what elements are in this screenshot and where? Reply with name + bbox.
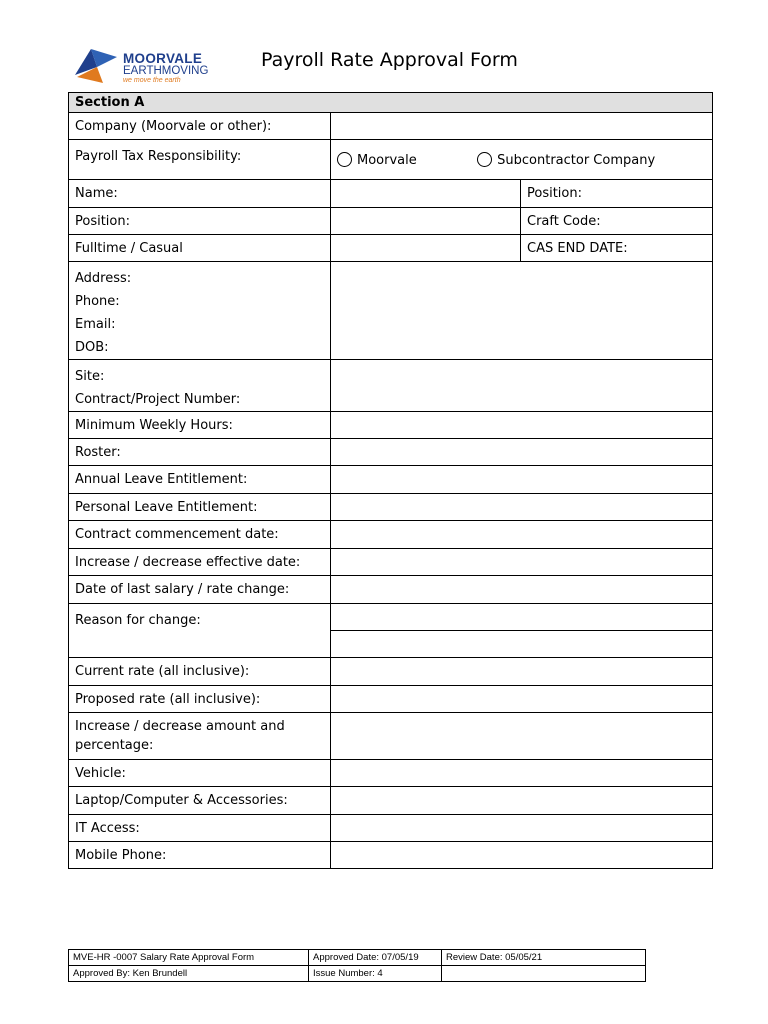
- payroll-tax-row: [69, 140, 713, 180]
- company-label: Company (Moorvale or other):: [69, 113, 331, 140]
- commencement-row: [69, 521, 713, 549]
- document-footer: [68, 949, 646, 982]
- radio-label-moorvale: Moorvale: [357, 152, 417, 168]
- current-rate-row: [69, 658, 713, 686]
- laptop-field[interactable]: [331, 787, 713, 815]
- payroll-tax-label: Payroll Tax Responsibility:: [69, 140, 331, 180]
- last-change-field[interactable]: [331, 576, 713, 604]
- effective-date-row: [69, 549, 713, 576]
- section-title: Section A: [69, 93, 713, 113]
- roster-field[interactable]: [331, 439, 713, 466]
- logo-brand-line2: EARTHMOVING: [123, 65, 209, 77]
- footer-approved-date: Approved Date: 07/05/19: [309, 950, 442, 966]
- commencement-label: Contract commencement date:: [69, 521, 331, 549]
- company-logo: [73, 45, 223, 89]
- radio-circle-icon[interactable]: [337, 152, 352, 167]
- vehicle-label: Vehicle:: [69, 760, 331, 787]
- site-labels: [69, 360, 331, 412]
- amount-labels: [69, 713, 331, 760]
- min-hours-label: Minimum Weekly Hours:: [69, 412, 331, 439]
- company-row: [69, 113, 713, 140]
- reason-field-2[interactable]: [331, 631, 713, 658]
- proposed-rate-field[interactable]: [331, 686, 713, 713]
- annual-leave-label: Annual Leave Entitlement:: [69, 466, 331, 494]
- last-change-row: [69, 576, 713, 604]
- personal-leave-field[interactable]: [331, 494, 713, 521]
- reason-field-1[interactable]: [331, 604, 713, 631]
- personal-leave-label: Personal Leave Entitlement:: [69, 494, 331, 521]
- vehicle-row: [69, 760, 713, 787]
- footer-issue-number: Issue Number: 4: [309, 966, 442, 982]
- radio-option-moorvale[interactable]: [337, 152, 473, 168]
- laptop-label: Laptop/Computer & Accessories:: [69, 787, 331, 815]
- employment-label: Fulltime / Casual: [69, 235, 331, 262]
- email-label: Email:: [75, 317, 116, 332]
- contact-row: [69, 262, 713, 360]
- page-title: Payroll Rate Approval Form: [261, 49, 518, 71]
- radio-option-subcontractor[interactable]: [477, 152, 655, 168]
- proposed-rate-row: [69, 686, 713, 713]
- annual-leave-field[interactable]: [331, 466, 713, 494]
- name-field[interactable]: [331, 180, 521, 208]
- effective-date-field[interactable]: [331, 549, 713, 576]
- amount-row: [69, 713, 713, 760]
- it-access-field[interactable]: [331, 815, 713, 842]
- commencement-field[interactable]: [331, 521, 713, 549]
- radio-label-subcontractor: Subcontractor Company: [497, 152, 656, 168]
- amount-field[interactable]: [331, 713, 713, 760]
- name-row: [69, 180, 713, 208]
- footer-blank: [442, 966, 646, 982]
- site-row: [69, 360, 713, 412]
- footer-review-date: Review Date: 05/05/21: [442, 950, 646, 966]
- amount-label-line2: percentage:: [75, 738, 154, 753]
- radio-circle-icon[interactable]: [477, 152, 492, 167]
- footer-approved-by: Approved By: Ken Brundell: [69, 966, 309, 982]
- current-rate-field[interactable]: [331, 658, 713, 686]
- project-number-label: Contract/Project Number:: [75, 392, 241, 407]
- position-field[interactable]: [331, 208, 521, 235]
- position-row: [69, 208, 713, 235]
- roster-label: Roster:: [69, 439, 331, 466]
- logo-tagline: we move the earth: [123, 77, 181, 84]
- employment-field[interactable]: [331, 235, 521, 262]
- logo-brand-line1: MOORVALE: [123, 51, 203, 66]
- mountain-logo-icon: [73, 45, 119, 85]
- craft-code-label[interactable]: Craft Code:: [521, 208, 713, 235]
- proposed-rate-label: Proposed rate (all inclusive):: [69, 686, 331, 713]
- payroll-form-table: [68, 92, 713, 869]
- position-label: Position:: [69, 208, 331, 235]
- phone-label: Phone:: [75, 294, 120, 309]
- dob-label: DOB:: [75, 340, 109, 355]
- reason-label: Reason for change:: [69, 604, 331, 658]
- laptop-row: [69, 787, 713, 815]
- vehicle-field[interactable]: [331, 760, 713, 787]
- contact-labels: [69, 262, 331, 360]
- mobile-field[interactable]: [331, 842, 713, 869]
- footer-row-1: [69, 950, 646, 966]
- position-right-label[interactable]: Position:: [521, 180, 713, 208]
- footer-doc-ref: MVE-HR -0007 Salary Rate Approval Form: [69, 950, 309, 966]
- section-header-row: [69, 93, 713, 113]
- address-label: Address:: [75, 271, 132, 286]
- min-hours-field[interactable]: [331, 412, 713, 439]
- name-label: Name:: [69, 180, 331, 208]
- reason-row-1: [69, 604, 713, 631]
- site-field[interactable]: [331, 360, 713, 412]
- roster-row: [69, 439, 713, 466]
- contact-field[interactable]: [331, 262, 713, 360]
- footer-row-2: [69, 966, 646, 982]
- effective-date-label: Increase / decrease effective date:: [69, 549, 331, 576]
- current-rate-label: Current rate (all inclusive):: [69, 658, 331, 686]
- personal-leave-row: [69, 494, 713, 521]
- company-field[interactable]: [331, 113, 713, 140]
- annual-leave-row: [69, 466, 713, 494]
- last-change-label: Date of last salary / rate change:: [69, 576, 331, 604]
- mobile-label: Mobile Phone:: [69, 842, 331, 869]
- amount-label-line1: Increase / decrease amount and: [75, 719, 285, 734]
- employment-row: [69, 235, 713, 262]
- payroll-tax-options: [331, 140, 713, 180]
- it-access-row: [69, 815, 713, 842]
- mobile-row: [69, 842, 713, 869]
- cas-end-label[interactable]: CAS END DATE:: [521, 235, 713, 262]
- site-label: Site:: [75, 369, 105, 384]
- it-access-label: IT Access:: [69, 815, 331, 842]
- min-hours-row: [69, 412, 713, 439]
